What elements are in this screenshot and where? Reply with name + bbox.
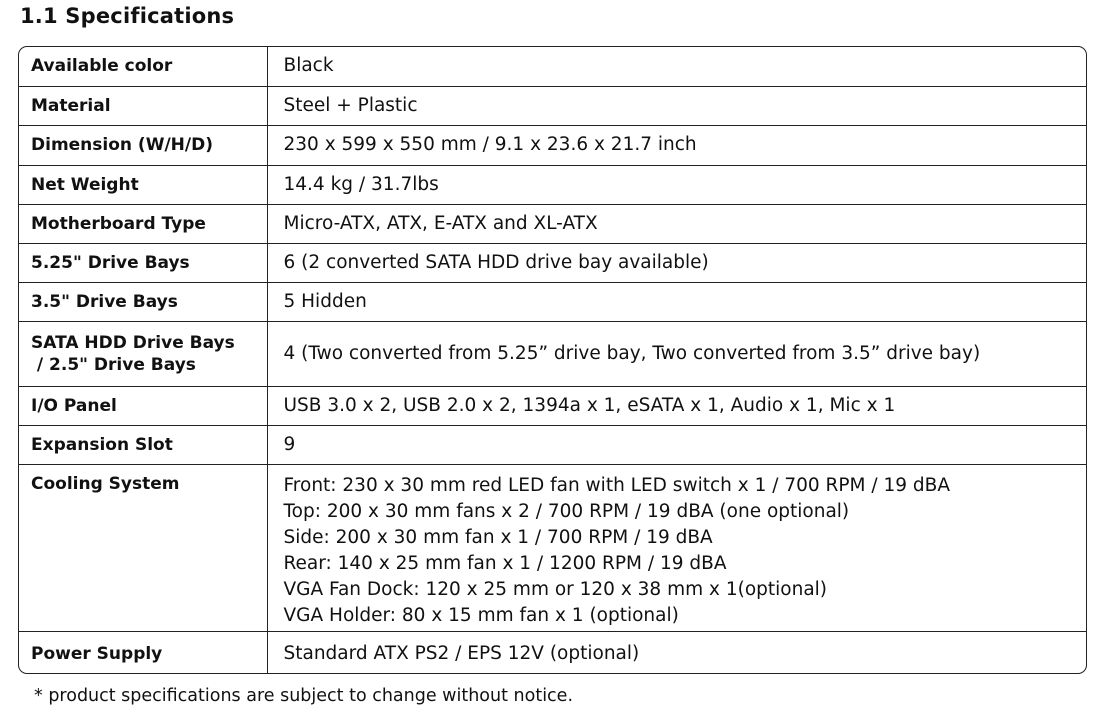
spec-row-available-color [19, 47, 1086, 86]
spec-row-material [19, 86, 1086, 125]
spec-row-expansion-slot [19, 425, 1086, 464]
spec-value: 5 Hidden [267, 282, 1086, 321]
cooling-line-vga-holder: VGA Holder: 80 x 15 mm fan x 1 (optional) [283, 604, 679, 626]
spec-label-line: / 2.5" Drive Bays [31, 354, 196, 375]
spec-row-cooling-system [19, 464, 1086, 631]
spec-label-line: SATA HDD Drive Bays [31, 332, 235, 353]
spec-value-multiline [267, 464, 1086, 631]
spec-label: Expansion Slot [19, 425, 267, 464]
spec-label: Motherboard Type [19, 204, 267, 243]
spec-row-drive-bays-35 [19, 282, 1086, 321]
cooling-line-front: Front: 230 x 30 mm red LED fan with LED switch x 1 / 700 RPM / 19 dBA [283, 474, 951, 496]
footnote: * product specifications are subject to change without notice. [34, 686, 574, 706]
spec-value: 6 (2 converted SATA HDD drive bay available) [267, 243, 1086, 282]
spec-label: 5.25" Drive Bays [19, 243, 267, 282]
spec-label: 3.5" Drive Bays [19, 282, 267, 321]
spec-row-drive-bays-525 [19, 243, 1086, 282]
cooling-line-side: Side: 200 x 30 mm fan x 1 / 700 RPM / 19 dBA [283, 526, 713, 548]
spec-label: Material [19, 86, 267, 125]
spec-row-power-supply [19, 631, 1086, 674]
spec-label: I/O Panel [19, 386, 267, 425]
spec-row-net-weight [19, 165, 1086, 204]
spec-label: Dimension (W/H/D) [19, 125, 267, 165]
spec-row-motherboard-type [19, 204, 1086, 243]
spec-value: 9 [267, 425, 1086, 464]
cooling-line-vga-fan-dock: VGA Fan Dock: 120 x 25 mm or 120 x 38 mm x 1(optional) [283, 578, 828, 600]
spec-row-dimension [19, 125, 1086, 165]
spec-label: Power Supply [19, 631, 267, 674]
spec-value: USB 3.0 x 2, USB 2.0 x 2, 1394a x 1, eSATA x 1, Audio x 1, Mic x 1 [267, 386, 1086, 425]
spec-row-sata-hdd-bays [19, 321, 1086, 386]
cooling-line-top: Top: 200 x 30 mm fans x 2 / 700 RPM / 19 dBA (one optional) [283, 500, 850, 522]
spec-label [19, 321, 267, 386]
spec-label: Available color [19, 47, 267, 86]
spec-value: Micro-ATX, ATX, E-ATX and XL-ATX [267, 204, 1086, 243]
specifications-table [19, 47, 1086, 674]
spec-value: Black [283, 55, 334, 77]
spec-label: Cooling System [19, 464, 267, 631]
section-title: 1.1 Specifications [20, 4, 235, 28]
spec-value: 230 x 599 x 550 mm / 9.1 x 23.6 x 21.7 inch [267, 125, 1086, 165]
specifications-table-frame [18, 46, 1087, 674]
spec-row-io-panel [19, 386, 1086, 425]
spec-value: Steel + Plastic [267, 86, 1086, 125]
spec-label: Net Weight [19, 165, 267, 204]
spec-value: 4 (Two converted from 5.25” drive bay, Two converted from 3.5” drive bay) [267, 321, 1086, 386]
spec-value: 14.4 kg / 31.7lbs [267, 165, 1086, 204]
spec-value: Standard ATX PS2 / EPS 12V (optional) [267, 631, 1086, 674]
cooling-line-rear: Rear: 140 x 25 mm fan x 1 / 1200 RPM / 19 dBA [283, 552, 727, 574]
